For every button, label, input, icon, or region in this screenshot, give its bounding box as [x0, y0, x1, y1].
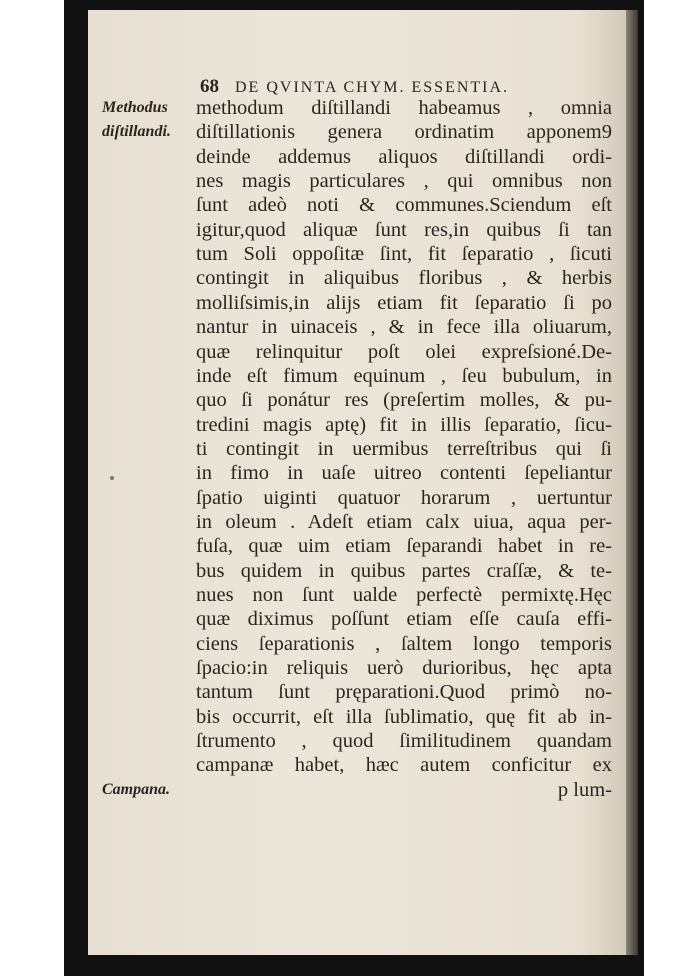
text-line: ſunt adeò noti & communes.Sciendum eſt — [196, 194, 612, 217]
text-line: tredini magis aptę) fit in illis ſeparatio, ſicu- — [196, 413, 612, 436]
text-line: inde eſt fimum equinum , ſeu bubulum, in — [196, 364, 612, 387]
text-line: ſpacio:in reliquis uerò durioribus, hęc apta — [196, 657, 612, 680]
text-line: campanæ habet, hæc autem conficitur ex — [196, 754, 612, 777]
text-line: quo ſi ponátur res (preſertim molles, & pu- — [196, 389, 612, 412]
text-line: in oleum . Adeſt etiam calx uiua, aqua per- — [196, 510, 612, 533]
running-header — [200, 76, 610, 98]
text-line: bus quidem in quibus partes craſſæ, & te- — [196, 559, 612, 582]
margin-note: Methodus — [102, 99, 168, 116]
text-line: ti contingit in uermibus terreſtribus qui ſi — [196, 437, 612, 460]
text-line: molliſsimis,in alijs etiam fit ſeparatio ſi po — [196, 291, 612, 314]
text-line: quæ diximus poſſunt etiam eſſe cauſa effi- — [196, 608, 612, 631]
page-edge — [626, 10, 638, 955]
ink-speck — [110, 476, 114, 480]
margin-note: Campana. — [102, 780, 171, 798]
text-line: diſtillationis genera ordinatim apponem9 — [196, 121, 612, 144]
text-line: ſpatio uiginti quatuor horarum , uertuntur — [196, 486, 612, 509]
text-line: bis occurrit, eſt illa ſublimatio, quę fit ab in- — [196, 705, 612, 728]
text-line: ſtrumento , quod ſimilitudinem quandam — [196, 730, 612, 753]
text-line: ciens ſeparationis , ſaltem longo temporis — [196, 632, 612, 655]
running-title: DE QVINTA CHYM. ESSENTIA. — [235, 79, 510, 96]
margin-note: diſtillandi. — [102, 123, 171, 141]
text-line: tum Soli oppoſitæ ſint, fit ſeparatio , ſicuti — [196, 243, 612, 266]
text-line: contingit in aliquibus floribus , & herbis — [196, 267, 612, 290]
text-line: p lum- — [557, 778, 612, 801]
text-line: nues non ſunt ualde perfectè permixtę.Hęc — [196, 584, 612, 606]
page-number: 68 — [200, 76, 219, 97]
text-line: quæ relinquitur poſt olei expreſsioné.De- — [196, 340, 612, 363]
text-line: methodum diſtillandi habeamus , omnia — [196, 97, 612, 119]
text-line: deinde addemus aliquos diſtillandi ordi- — [196, 145, 612, 168]
text-line: nes magis particulares , qui omnibus non — [196, 170, 612, 193]
text-line: igitur,quod aliquæ ſunt res,in quibus ſi tan — [196, 218, 612, 241]
text-line: nantur in uinaceis , & in fece illa oliuarum, — [196, 316, 612, 339]
text-line: in fimo in uaſe uitreo contenti ſepeliantur — [196, 462, 612, 485]
text-line: tantum ſunt pręparationi.Quod primò no- — [196, 681, 612, 704]
text-line: fuſa, quæ uim etiam ſeparandi habet in re- — [196, 535, 612, 558]
